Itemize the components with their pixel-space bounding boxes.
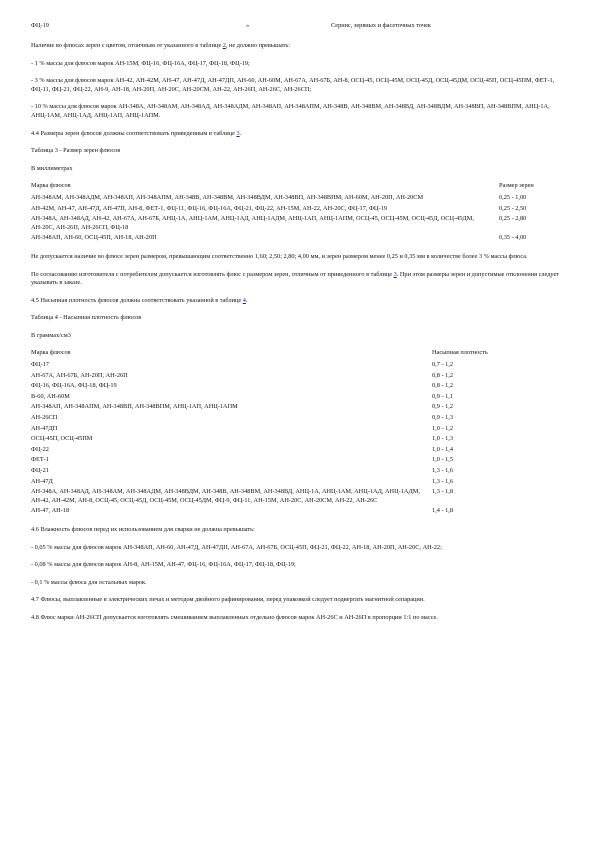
table-row [31,425,565,436]
table-cell-density: 1,3 - 1,6 [432,467,453,474]
table-3 [31,182,565,245]
table-row [31,372,565,383]
table-row [31,205,565,216]
column-header: Марка флюсов [31,349,71,357]
table-row [31,507,565,518]
table-row [31,414,565,425]
table-cell-size: 0,25 - 2,50 [499,204,527,212]
table-cell-density: 1,4 - 1,8 [432,507,453,515]
section-4-7: 4.7 Флюсы, выплавленные в электрических печах и методом двойного рафинирования, перед упаковкой следует подвергать магнитной сепарации. [31,596,425,604]
table-cell-marks: ФЕТ-1 [31,456,49,464]
table-row [31,194,565,205]
table-row [31,361,565,372]
agreement-text-end: . При этом размеры зерен и допустимые отклонения следует указывать в заказе. [31,270,560,287]
intro-paragraph [31,42,565,51]
column-header: Размер зерен [499,182,534,190]
header-left: ФЦ-19 [31,22,49,29]
table-cell-density: 1,0 - 1,2 [432,424,453,432]
table-3-link[interactable]: 3 [393,270,397,278]
list-item: - 0,1 % массы флюса для остальных марок. [31,578,147,586]
agreement-text: По согласованию изготовителя с потребителем допускается изготовлять флюс с размером зерен, отличным от приведенного в таблице [31,270,394,278]
section-text-end: . [239,129,242,137]
table-3-caption: Таблица 3 - Размер зерен флюсов [31,147,121,155]
table-cell-marks: АН-26СП [31,414,58,422]
table-cell-marks: АН-47Д [31,477,53,485]
table-row [31,215,565,234]
table-cell-density: 0,9 - 1,1 [432,392,453,400]
table-cell-density: 0,9 - 1,3 [432,414,453,422]
table-cell-marks: ФЦ-22 [31,445,49,453]
table-row [31,382,565,393]
table-cell-marks: ФЦ-17 [31,361,49,369]
document-body [31,42,565,632]
table-4 [31,349,565,518]
table-4-link[interactable]: 4 [242,296,246,304]
table-4-units: В граммах/см3 [31,331,71,339]
page-header [31,22,565,32]
table-cell-marks: АН-348АП, АН-348АПМ, АН-348ВП, АН-348ВПМ, АНЦ-1АП, АНЦ-1АПМ [31,403,238,411]
intro-text: Наличие во флюсах зерен с цветом, отличным от указанного в таблице [31,42,223,49]
header-mid: » [246,22,250,29]
table-cell-marks: АН-348АП, АН-60, ОСЦ-45П, АН-18, АН-20П [31,234,157,242]
table-row [31,393,565,404]
table-2-link[interactable]: 2 [222,42,226,49]
section-text: 4.4 Размеры зерен флюсов должны соответствовать приведенным в таблице [31,129,237,137]
table-cell-size: 0,25 - 1,00 [499,193,527,201]
table-row [31,234,565,245]
list-item: - 10 % массы для флюсов марок АН-348А, АН-348АМ, АН-348АД, АН-348АДМ, АН-348АП, АН-348АПМ, АН-348В, АН-348ВМ, АН-348ВД, АН-348ВДМ, АН-348ВП, АН-348ВПМ, АНЦ-1А, АНЦ-1АМ, АНЦ-1АД, АНЦ-1АП, АНЦ-1АПМ. [31,103,550,119]
table-header-row [31,349,565,361]
column-header: Марка флюсов [31,182,71,190]
table-cell-marks: ФЦ-16, ФЦ-16А, ФЦ-18, ФЦ-19 [31,382,117,390]
table-cell-marks: АН-42М, АН-47, АН-47Д, АН-47П, АН-8, ФЕТ-1, ФЦ-11, ФЦ-16, ФЦ-16А, ФЦ-21, ФЦ-22, АН-15М, АН-22, АН-20С, ФЦ-17, ФЦ-19 [31,204,387,212]
table-cell-marks: АН-67А, АН-67Б, АН-20П, АН-26П [31,371,128,379]
table-cell-density: 0,8 - 1,2 [432,382,453,390]
column-header: Насыпная плотность [432,349,488,357]
allowance-paragraph: Не допускается наличие во флюсе зерен размером, превышающим соответственно 1,60; 2,50; 2,80; 4,00 мм, и зерен размером менее 0,25 и 0,35 мм в количестве более 3 % массы флюса. [31,252,528,260]
table-row [31,478,565,489]
table-4-caption: Таблица 4 - Насыпная плотность флюсов [31,314,142,322]
intro-text-end: , не должно превышать: [225,42,290,49]
table-row [31,435,565,446]
table-cell-density: 1,0 - 1,5 [432,456,453,464]
section-4-4 [31,130,565,139]
table-row [31,456,565,467]
table-cell-size: 0,25 - 2,80 [499,215,527,223]
table-cell-density: 1,3 - 1,6 [432,477,453,485]
table-cell-density: 0,9 - 1,2 [432,403,453,411]
table-cell-marks: АН-47, АН-18 [31,507,70,515]
section-4-8: 4.8 Флюс марки АН-26СП допускается изготовлять смешиванием выплавленных отдельно флюсов марок АН-26С и АН-26П в пропорции 1:1 по массе. [31,613,438,621]
table-cell-marks: АН-348АМ, АН-348АДМ, АН-348АП, АН-348АПМ, АН-348В, АН-348ВМ, АН-348ВДМ, АН-348ВП, АН-348ВПМ, АН-60М, АН-20П, АН-20СМ [31,193,424,201]
list-item: - 0,08 % массы для флюсов марок АН-8, АН-15М, АН-47, ФЦ-16, ФЦ-16А, ФЦ-17, ФЦ-18, ФЦ-19; [31,561,296,569]
table-3-link[interactable]: 3 [236,129,240,137]
table-cell-marks: АН-47ДП [31,424,58,432]
table-header-row [31,182,565,194]
table-cell-density: 1,3 - 1,8 [432,488,453,496]
table-row [31,403,565,414]
table-cell-marks: ФЦ-21 [31,467,49,474]
section-text: 4.5 Насыпная плотность флюсов должна соответствовать указанной в таблице [31,296,243,304]
section-4-5 [31,297,565,306]
table-cell-density: 1,0 - 1,4 [432,445,453,453]
agreement-paragraph [31,271,565,288]
header-right: Сернис, зервных и фасеточных точек [331,22,431,29]
table-cell-size: 0,35 - 4,00 [499,234,527,242]
table-cell-marks: ОСЦ-45П, ОСЦ-45ПМ [31,435,93,443]
table-row [31,488,565,507]
section-text-end: . [245,296,248,304]
table-cell-marks: В-60, АН-60М [31,392,70,400]
section-4-6: 4.6 Влажность флюсов перед их использованием для сварки не должна превышать: [31,525,255,533]
table-cell-marks: АН-348А, АН-348АД, АН-348АМ, АН-348АДМ, АН-348ВДМ, АН-348В, АН-348ВМ, АН-348ВД, АНЦ-1А, АНЦ-1АМ, АНЦ-1АД, АНЦ-1АДМ, АН-42, АН-42М, АН-8, ОСЦ-45, ОСЦ-45Д, ОСЦ-45М, ОСЦ-45ДМ, ФЦ-9, ФЦ-11, АН-15М, АН-20С, АН-20СМ, АН-22, АН-26С [31,488,420,504]
table-cell-density: 0,8 - 1,2 [432,371,453,379]
table-cell-density: 1,0 - 1,3 [432,435,453,443]
list-item: - 0,05 % массы для флюсов марок АН-348АП, АН-60, АН-47Д, АН-47ДП, АН-67А, АН-67Б, ОСЦ-45П, ФЦ-21, ФЦ-22, АН-18, АН-20П, АН-20С, АН-22; [31,543,442,551]
list-item: - 1 % массы для флюсов марок АН-15М, ФЦ-16, ФЦ-16А, ФЦ-17, ФЦ-18, ФЦ-19; [31,59,250,67]
table-row [31,467,565,478]
table-row [31,446,565,457]
table-cell-density: 0,7 - 1,2 [432,361,453,369]
table-3-units: В миллиметрах [31,164,73,172]
list-item: - 3 % массы для флюсов марок АН-42, АН-42М, АН-47, АН-47Д, АН-47ДП, АН-60, АН-60М, АН-67А, АН-67Б, АН-8, ОСЦ-45, ОСЦ-45М, ОСЦ-45Д, ОСЦ-45ДМ, ОСЦ-45П, ОСЦ-45ПМ, ФЕТ-1, ФЦ-11, ФЦ-21, ФЦ-22, АН-9, АН-18, АН-20П, АН-20С, АН-20СМ, АН-22, АН-26П, АН-26С, АН-26СП; [31,77,555,93]
table-cell-marks: АН-348А, АН-348АД, АН-42, АН-67А, АН-67Б, АНЦ-1А, АНЦ-1АМ, АНЦ-1АД, АНЦ-1АДМ, АНЦ-1АП, АНЦ-1АПМ, ОСЦ-45, ОСЦ-45М, ОСЦ-45Д, ОСЦ-45ДМ, АН-20С, АН-26П, АН-26СП, ФЦ-18 [31,215,474,231]
